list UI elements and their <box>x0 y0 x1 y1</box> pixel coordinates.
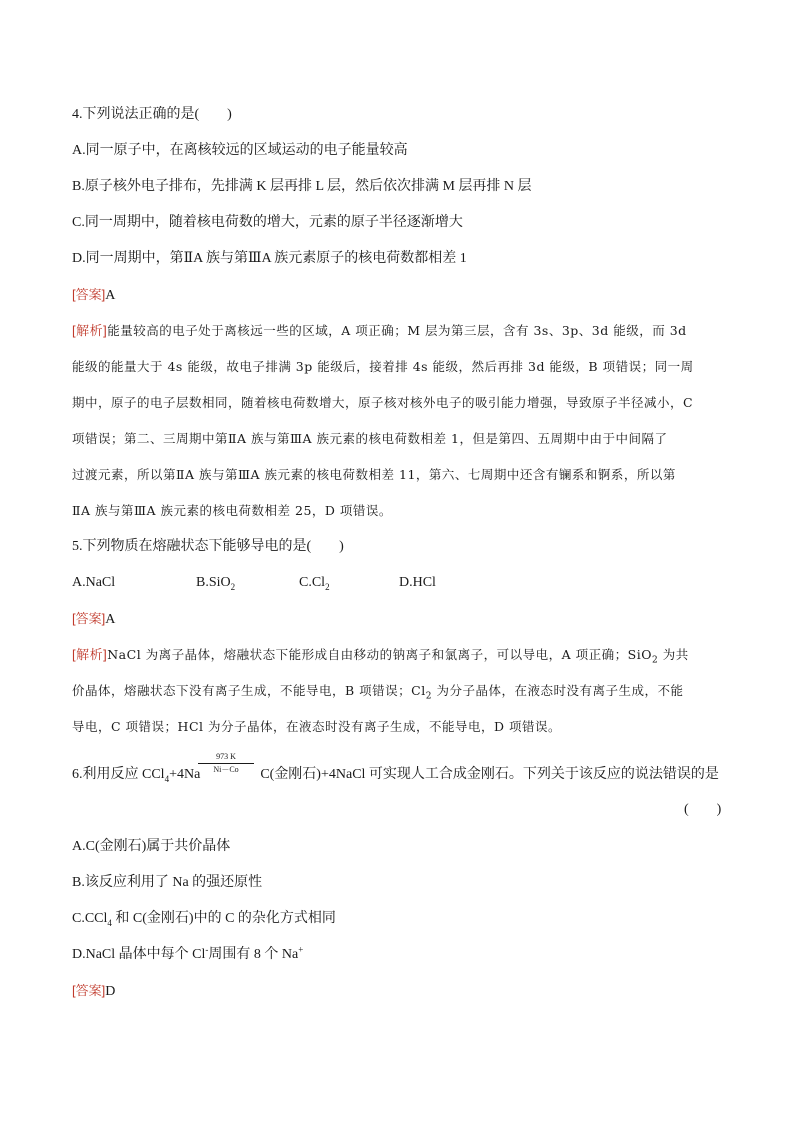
q5-explain-line-3: 导电，C 项错误；HCl 为分子晶体，在液态时没有离子生成，不能导电，D 项错误。 <box>72 719 561 734</box>
q5-answer <box>72 610 115 629</box>
subscript: 2 <box>425 691 432 702</box>
q5-option-a: A.NaCl <box>72 575 116 590</box>
q6-stem <box>72 766 719 784</box>
q6-option-c-text: C.CCl <box>72 911 108 926</box>
answer-tag: [答案] <box>72 287 106 302</box>
answer-tag: [答案] <box>72 611 106 626</box>
q4-option-b: B.原子核外电子排布，先排满 K 层再排 L 层，然后依次排满 M 层再排 N 层 <box>72 179 532 194</box>
q4-explain-line-3: 期中，原子的电子层数相同，随着核电荷数增大，原子核对核外电子的吸引能力增强，导致原子半径减小，C <box>72 395 694 410</box>
q5-option-d: D.HCl <box>399 575 436 590</box>
q5-explain-text: 为共 <box>658 647 689 662</box>
answer-tag: [答案] <box>72 983 106 998</box>
subscript: 2 <box>230 581 236 592</box>
q5-option-c-text: C.Cl <box>299 575 326 590</box>
q6-answer-paren: ( ) <box>684 802 722 817</box>
subscript: 4 <box>164 773 170 784</box>
q6-option-c-text: 和 C(金刚石)中的 C 的杂化方式相同 <box>111 911 336 926</box>
subscript: 2 <box>651 655 659 666</box>
q5-options <box>72 574 436 592</box>
q5-answer-value: A <box>105 612 116 627</box>
q5-option-b <box>196 574 299 592</box>
q6-stem-text: 6.利用反应 CCl <box>72 767 165 782</box>
q4-option-c: C.同一周期中，随着核电荷数的增大，元素的原子半径逐渐增大 <box>72 215 463 230</box>
q5-stem: 5.下列物质在熔融状态下能够导电的是( ) <box>72 539 344 554</box>
q6-option-d <box>72 946 303 964</box>
q5-option-b-text: B.SiO <box>196 575 231 590</box>
superscript: + <box>298 944 304 955</box>
q4-answer <box>72 286 115 305</box>
q6-option-c <box>72 910 336 928</box>
q6-option-d-text: 周围有 8 个 Na <box>208 947 299 962</box>
reaction-condition-catalyst: Ni－Co <box>213 765 239 774</box>
subscript: 4 <box>107 917 112 928</box>
subscript: 2 <box>325 581 330 592</box>
q5-explain-line-1 <box>72 646 689 664</box>
q5-option-c <box>299 574 399 592</box>
q4-option-d: D.同一周期中，第ⅡA 族与第ⅢA 族元素原子的核电荷数都相差 1 <box>72 251 467 266</box>
q4-explain-text: 能量较高的电子处于离核远一些的区域，A 项正确；M 层为第三层，含有 3s、3p、3d 能级，而 3d <box>107 323 687 338</box>
q6-option-a: A.C(金刚石)属于共价晶体 <box>72 839 231 854</box>
explain-tag: [解析] <box>72 323 108 338</box>
q5-explain-text: 为分子晶体，在液态时没有离子生成，不能 <box>431 683 684 698</box>
q6-stem-text: +4Na <box>169 767 201 782</box>
q4-answer-value: A <box>105 288 116 303</box>
q5-explain-text: 价晶体，熔融状态下没有离子生成，不能导电，B 项错误；Cl <box>72 683 426 698</box>
q5-explain-text: NaCl 为离子晶体，熔融状态下能形成自由移动的钠离子和氯离子，可以导电，A 项正确；SiO <box>107 647 652 662</box>
q6-answer <box>72 982 115 1001</box>
explain-tag: [解析] <box>72 647 108 662</box>
q4-explain-line-1 <box>72 322 687 340</box>
q4-explain-line-4: 项错误；第二、三周期中第ⅡA 族与第ⅢA 族元素的核电荷数相差 1，但是第四、五周期中由于中间隔了 <box>72 431 668 446</box>
q4-stem: 4.下列说法正确的是( ) <box>72 107 232 122</box>
reaction-condition-temperature: 973 K <box>198 752 254 764</box>
q4-option-a: A.同一原子中，在离核较远的区域运动的电子能量较高 <box>72 143 408 158</box>
q4-explain-line-6: ⅡA 族与第ⅢA 族元素的核电荷数相差 25，D 项错误。 <box>72 503 392 518</box>
q5-explain-line-2 <box>72 682 683 700</box>
q6-answer-value: D <box>105 984 116 999</box>
q6-option-b: B.该反应利用了 Na 的强还原性 <box>72 875 263 890</box>
q4-explain-line-5: 过渡元素，所以第ⅡA 族与第ⅢA 族元素的核电荷数相差 11，第六、七周期中还含有镧系和锕系，所以第 <box>72 467 676 482</box>
q6-stem-text: C(金刚石)+4NaCl 可实现人工合成金刚石。下列关于该反应的说法错误的是 <box>260 767 719 782</box>
superscript: - <box>205 944 209 955</box>
q6-option-d-text: D.NaCl 晶体中每个 Cl <box>72 947 206 962</box>
q4-explain-line-2: 能级的能量大于 4s 能级，故电子排满 3p 能级后，接着排 4s 能级，然后再排 3d 能级，B 项错误；同一周 <box>72 359 694 374</box>
